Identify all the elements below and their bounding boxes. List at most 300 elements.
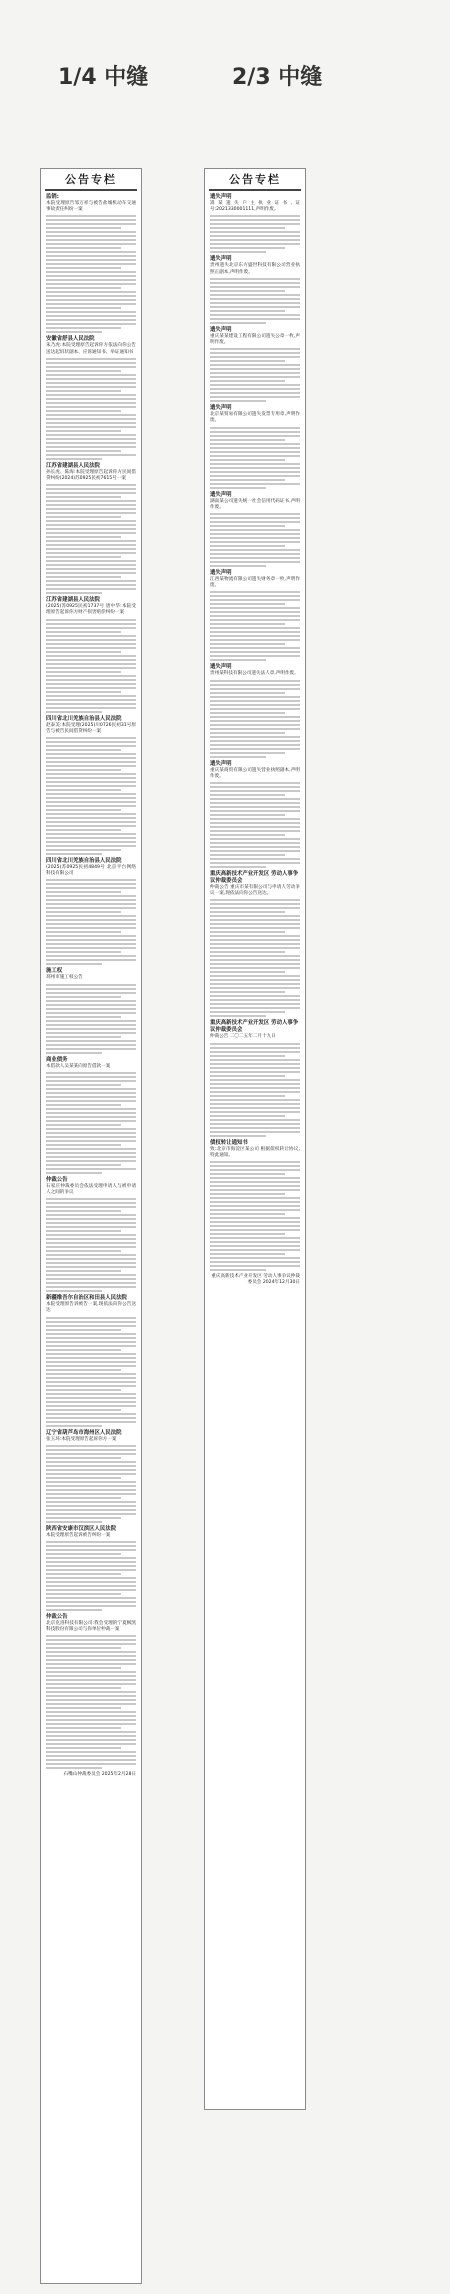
text-line bbox=[46, 1116, 136, 1118]
text-line bbox=[46, 675, 136, 677]
text-line bbox=[46, 988, 136, 990]
notice-heading: 安徽省舒县人民法院 bbox=[46, 336, 95, 343]
text-line bbox=[210, 1225, 300, 1227]
text-line bbox=[210, 911, 285, 913]
text-line bbox=[210, 1071, 300, 1073]
text-line bbox=[46, 1365, 136, 1367]
text-line bbox=[46, 1144, 121, 1146]
text-line bbox=[210, 716, 300, 718]
text-line bbox=[210, 525, 285, 527]
text-line bbox=[210, 1003, 300, 1005]
text-line bbox=[46, 1727, 121, 1729]
text-line bbox=[46, 1258, 136, 1260]
text-line bbox=[46, 1461, 136, 1463]
text-line bbox=[46, 1469, 136, 1471]
text-line bbox=[46, 749, 121, 751]
text-line bbox=[210, 1127, 300, 1129]
notice-heading: 遗失声明 bbox=[210, 256, 232, 263]
text-line bbox=[46, 303, 136, 305]
text-line bbox=[210, 838, 300, 840]
text-line bbox=[46, 789, 121, 791]
text-line bbox=[46, 841, 136, 843]
text-line bbox=[210, 842, 300, 844]
text-line bbox=[46, 1675, 136, 1677]
text-line bbox=[46, 1242, 136, 1244]
text-line bbox=[46, 438, 136, 440]
text-line bbox=[210, 1047, 300, 1049]
text-line bbox=[46, 504, 136, 506]
text-line bbox=[210, 830, 300, 832]
notice-text: 北京克洛科技有限公司:我会受理的宁夏枫凯科技股份有限公司与你单位仲裁一案 bbox=[46, 1621, 136, 1633]
text-line bbox=[210, 1161, 300, 1163]
text-line bbox=[210, 927, 300, 929]
text-line bbox=[46, 1112, 136, 1114]
text-line bbox=[46, 1659, 136, 1661]
text-line bbox=[210, 439, 285, 441]
text-line bbox=[46, 1667, 121, 1669]
notice-text: 嵩某遗失户主执业证书,证号:2021330001111,声明作废。 bbox=[210, 201, 300, 213]
text-line bbox=[210, 455, 300, 457]
notice-block bbox=[210, 492, 300, 567]
notice-block bbox=[46, 194, 136, 333]
text-line bbox=[46, 1048, 136, 1050]
text-line bbox=[46, 1699, 136, 1701]
text-line bbox=[46, 1381, 136, 1383]
text-line bbox=[46, 1397, 136, 1399]
text-line bbox=[210, 1111, 300, 1113]
text-line bbox=[46, 619, 136, 621]
text-line bbox=[210, 431, 300, 433]
text-line bbox=[46, 1501, 136, 1503]
notice-block bbox=[210, 405, 300, 488]
text-line bbox=[46, 817, 136, 819]
text-line bbox=[46, 378, 136, 380]
text-line bbox=[46, 753, 136, 755]
text-line bbox=[210, 215, 300, 217]
text-line bbox=[46, 711, 102, 713]
text-line bbox=[210, 1177, 300, 1179]
text-line bbox=[210, 290, 285, 292]
text-line bbox=[46, 536, 121, 538]
text-line bbox=[46, 895, 136, 897]
text-line bbox=[46, 1597, 136, 1599]
text-line bbox=[46, 358, 136, 360]
text-line bbox=[210, 459, 285, 461]
text-line bbox=[46, 1473, 136, 1475]
text-line bbox=[46, 813, 136, 815]
text-line bbox=[46, 1417, 136, 1419]
text-line bbox=[46, 757, 136, 759]
notice-text: 本院受理原告起诉被告纠纷一案 bbox=[46, 1532, 111, 1538]
text-line bbox=[46, 1052, 102, 1054]
text-line bbox=[46, 564, 136, 566]
text-line bbox=[210, 688, 300, 690]
text-line bbox=[46, 655, 136, 657]
text-line bbox=[210, 728, 300, 730]
notice-block bbox=[210, 256, 300, 323]
text-line bbox=[210, 752, 285, 754]
text-line bbox=[46, 1028, 136, 1030]
text-line bbox=[46, 516, 121, 518]
text-line bbox=[210, 899, 300, 901]
text-line bbox=[210, 1091, 300, 1093]
text-line bbox=[46, 1577, 136, 1579]
text-line bbox=[46, 1096, 136, 1098]
text-line bbox=[46, 1160, 136, 1162]
text-line bbox=[46, 1329, 121, 1331]
text-line bbox=[210, 1099, 300, 1101]
text-line bbox=[210, 239, 300, 241]
text-line bbox=[210, 806, 300, 808]
notice-text: 重庆某商贸有限公司遗失营业执照副本,声明作废。 bbox=[210, 767, 300, 779]
text-line bbox=[46, 1072, 136, 1074]
text-line bbox=[46, 434, 136, 436]
text-line bbox=[210, 850, 300, 852]
notice-footer: 石嘴山仲裁委员会 2025年2月28日 bbox=[63, 1772, 136, 1778]
text-line bbox=[210, 1249, 300, 1251]
text-line bbox=[210, 294, 300, 296]
left-notice-column bbox=[40, 168, 142, 2284]
text-line bbox=[210, 1107, 300, 1109]
text-line bbox=[46, 849, 121, 851]
text-line bbox=[210, 521, 300, 523]
text-line bbox=[46, 1715, 136, 1717]
text-line bbox=[46, 1687, 121, 1689]
text-line bbox=[210, 1201, 300, 1203]
text-line bbox=[210, 1067, 300, 1069]
text-line bbox=[46, 667, 136, 669]
text-line bbox=[46, 1156, 136, 1158]
text-line bbox=[210, 435, 300, 437]
text-line bbox=[46, 275, 136, 277]
text-line bbox=[46, 1445, 136, 1447]
text-line bbox=[46, 887, 136, 889]
text-line bbox=[210, 704, 300, 706]
text-line bbox=[210, 802, 300, 804]
text-line bbox=[46, 271, 136, 273]
text-line bbox=[46, 299, 136, 301]
text-line bbox=[210, 684, 300, 686]
text-line bbox=[46, 1413, 136, 1415]
text-line bbox=[46, 963, 102, 965]
notice-block bbox=[46, 463, 136, 594]
text-line bbox=[46, 263, 136, 265]
text-line bbox=[46, 1509, 136, 1511]
text-line bbox=[46, 687, 136, 689]
notice-block bbox=[210, 194, 300, 253]
notice-block bbox=[46, 968, 136, 1053]
text-line bbox=[210, 487, 266, 489]
text-line bbox=[46, 703, 136, 705]
text-line bbox=[210, 991, 285, 993]
text-line bbox=[46, 1691, 136, 1693]
text-line bbox=[46, 1036, 121, 1038]
text-line bbox=[46, 911, 121, 913]
text-line bbox=[46, 1647, 121, 1649]
text-line bbox=[46, 1084, 121, 1086]
text-line bbox=[46, 1565, 136, 1567]
text-line bbox=[46, 741, 136, 743]
text-line bbox=[46, 1573, 121, 1575]
text-line bbox=[46, 1373, 136, 1375]
text-line bbox=[46, 1485, 136, 1487]
text-line bbox=[46, 1481, 136, 1483]
text-line bbox=[210, 1193, 285, 1195]
text-line bbox=[46, 259, 136, 261]
text-line bbox=[46, 386, 136, 388]
text-line bbox=[46, 370, 121, 372]
right-column-label: 2/3 中缝 bbox=[232, 65, 323, 90]
text-line bbox=[210, 1261, 300, 1263]
text-line bbox=[210, 1185, 300, 1187]
text-line bbox=[46, 1202, 136, 1204]
text-line bbox=[46, 737, 136, 739]
text-line bbox=[46, 1393, 136, 1395]
text-line bbox=[210, 553, 300, 555]
text-line bbox=[46, 1004, 136, 1006]
text-line bbox=[46, 1569, 136, 1571]
text-line bbox=[46, 1671, 136, 1673]
text-line bbox=[210, 756, 266, 758]
text-line bbox=[46, 1345, 136, 1347]
notice-block bbox=[210, 761, 300, 868]
text-line bbox=[46, 1763, 136, 1765]
text-line bbox=[210, 1103, 300, 1105]
text-line bbox=[210, 545, 285, 547]
text-line bbox=[46, 1290, 102, 1292]
notice-text: 石家庄仲裁委员会依法受理申请人与被申请人之间的争议 bbox=[46, 1183, 136, 1196]
text-line bbox=[46, 1683, 136, 1685]
text-line bbox=[210, 599, 300, 601]
notice-block bbox=[46, 1057, 136, 1174]
text-line bbox=[210, 935, 300, 937]
text-line bbox=[46, 255, 136, 257]
notice-heading: 仲裁公告 bbox=[46, 1614, 68, 1621]
text-line bbox=[210, 798, 300, 800]
notice-heading: 陕西省安康市汉滨区人民法院 bbox=[46, 1525, 117, 1532]
text-line bbox=[46, 923, 136, 925]
text-line bbox=[46, 1168, 136, 1170]
text-line bbox=[46, 1409, 121, 1411]
text-line bbox=[210, 368, 300, 370]
notice-heading: 仲裁公告 bbox=[46, 1176, 68, 1183]
notice-block bbox=[46, 1295, 136, 1426]
text-line bbox=[46, 707, 136, 709]
text-line bbox=[46, 215, 136, 217]
text-line bbox=[46, 1274, 136, 1276]
text-line bbox=[46, 398, 136, 400]
text-line bbox=[46, 899, 136, 901]
notice-heading: 辽宁省葫芦岛市海州区人民法院 bbox=[46, 1429, 122, 1436]
text-line bbox=[46, 765, 136, 767]
text-line bbox=[46, 1282, 136, 1284]
notice-heading: 遗失声明 bbox=[210, 664, 232, 671]
text-line bbox=[46, 1226, 136, 1228]
text-line bbox=[46, 484, 136, 486]
text-line bbox=[46, 394, 136, 396]
text-line bbox=[46, 1140, 136, 1142]
notice-heading: 江苏省建湖县人民法院 bbox=[46, 462, 100, 469]
text-line bbox=[46, 809, 121, 811]
text-line bbox=[46, 891, 121, 893]
text-line bbox=[210, 951, 285, 953]
text-line bbox=[46, 1230, 121, 1232]
text-line bbox=[210, 971, 285, 973]
text-line bbox=[210, 443, 300, 445]
text-line bbox=[210, 959, 300, 961]
text-line bbox=[46, 1663, 136, 1665]
text-line bbox=[46, 1759, 136, 1761]
text-line bbox=[210, 227, 285, 229]
text-line bbox=[46, 1505, 136, 1507]
text-line bbox=[210, 517, 300, 519]
text-line bbox=[46, 1723, 136, 1725]
notice-text: 致:北京市海淀区某公司 根据债权转让协议,特此通知。 bbox=[210, 1146, 300, 1158]
text-line bbox=[46, 1493, 136, 1495]
text-line bbox=[46, 311, 136, 313]
text-line bbox=[46, 1020, 136, 1022]
text-line bbox=[210, 720, 300, 722]
text-line bbox=[46, 576, 121, 578]
text-line bbox=[46, 805, 136, 807]
text-line bbox=[210, 822, 300, 824]
text-line bbox=[46, 1104, 121, 1106]
text-line bbox=[46, 1707, 121, 1709]
text-line bbox=[210, 235, 300, 237]
text-line bbox=[46, 1108, 136, 1110]
text-line bbox=[210, 1059, 300, 1061]
text-line bbox=[46, 235, 136, 237]
text-line bbox=[46, 903, 136, 905]
text-line bbox=[46, 1679, 136, 1681]
text-line bbox=[46, 1278, 136, 1280]
text-line bbox=[210, 384, 300, 386]
text-line bbox=[210, 372, 300, 374]
text-line bbox=[210, 1181, 300, 1183]
text-line bbox=[46, 647, 136, 649]
text-line bbox=[210, 467, 300, 469]
notice-block bbox=[46, 1177, 136, 1292]
text-line bbox=[46, 319, 136, 321]
text-line bbox=[46, 382, 136, 384]
text-line bbox=[46, 458, 102, 460]
text-line bbox=[46, 524, 136, 526]
text-line bbox=[210, 1123, 300, 1125]
text-line bbox=[46, 659, 136, 661]
text-line bbox=[46, 1270, 121, 1272]
text-line bbox=[46, 243, 136, 245]
notice-text: 江西某物流有限公司遗失财务章一枚,声明作废。 bbox=[210, 577, 300, 589]
text-line bbox=[210, 1213, 285, 1215]
text-line bbox=[46, 406, 136, 408]
text-line bbox=[210, 915, 300, 917]
text-line bbox=[210, 1015, 266, 1017]
text-line bbox=[210, 322, 266, 324]
text-line bbox=[46, 1751, 136, 1753]
text-line bbox=[46, 548, 136, 550]
text-line bbox=[210, 814, 285, 816]
text-line bbox=[210, 983, 300, 985]
text-line bbox=[46, 422, 136, 424]
text-line bbox=[46, 592, 102, 594]
text-line bbox=[46, 1605, 136, 1607]
text-line bbox=[46, 829, 121, 831]
text-line bbox=[210, 1169, 300, 1171]
text-line bbox=[46, 939, 136, 941]
text-line bbox=[46, 1349, 121, 1351]
text-line bbox=[46, 919, 136, 921]
text-line bbox=[210, 999, 300, 1001]
text-line bbox=[210, 243, 300, 245]
text-line bbox=[46, 879, 136, 881]
text-line bbox=[46, 1333, 136, 1335]
text-line bbox=[46, 1214, 136, 1216]
text-line bbox=[210, 708, 300, 710]
text-line bbox=[46, 1222, 136, 1224]
text-line bbox=[46, 556, 121, 558]
text-line bbox=[210, 1245, 300, 1247]
text-line bbox=[46, 931, 121, 933]
text-line bbox=[210, 786, 300, 788]
text-line bbox=[46, 446, 136, 448]
text-line bbox=[46, 691, 121, 693]
text-line bbox=[46, 1635, 136, 1637]
text-line bbox=[210, 314, 300, 316]
text-line bbox=[210, 1265, 300, 1267]
text-line bbox=[46, 374, 136, 376]
text-line bbox=[46, 362, 136, 364]
text-line bbox=[210, 1237, 300, 1239]
text-line bbox=[210, 603, 285, 605]
text-line bbox=[46, 1377, 136, 1379]
text-line bbox=[210, 919, 300, 921]
text-line bbox=[46, 279, 136, 281]
text-line bbox=[46, 745, 136, 747]
text-line bbox=[210, 595, 300, 597]
text-line bbox=[46, 825, 136, 827]
text-line bbox=[46, 1449, 136, 1451]
text-line bbox=[46, 1651, 136, 1653]
text-line bbox=[210, 529, 300, 531]
text-line bbox=[210, 356, 300, 358]
text-line bbox=[46, 1132, 136, 1134]
text-line bbox=[210, 643, 285, 645]
text-line bbox=[46, 331, 102, 333]
text-line bbox=[210, 696, 300, 698]
text-line bbox=[210, 364, 300, 366]
text-line bbox=[46, 239, 136, 241]
text-line bbox=[210, 451, 300, 453]
text-line bbox=[210, 655, 300, 657]
text-line bbox=[210, 1253, 285, 1255]
text-line bbox=[46, 1517, 121, 1519]
notice-heading: 遗失声明 bbox=[210, 326, 232, 333]
notice-text: 北京某贸易有限公司遗失发票专用章,声明作废。 bbox=[210, 412, 300, 424]
text-line bbox=[210, 947, 300, 949]
text-line bbox=[210, 794, 285, 796]
text-line bbox=[46, 227, 121, 229]
text-line bbox=[46, 496, 121, 498]
text-line bbox=[210, 854, 285, 856]
text-line bbox=[46, 291, 136, 293]
text-line bbox=[210, 903, 300, 905]
text-line bbox=[210, 907, 300, 909]
text-line bbox=[210, 1269, 266, 1271]
text-line bbox=[46, 1739, 136, 1741]
text-line bbox=[46, 671, 121, 673]
text-line bbox=[210, 479, 285, 481]
text-line bbox=[46, 1457, 121, 1459]
